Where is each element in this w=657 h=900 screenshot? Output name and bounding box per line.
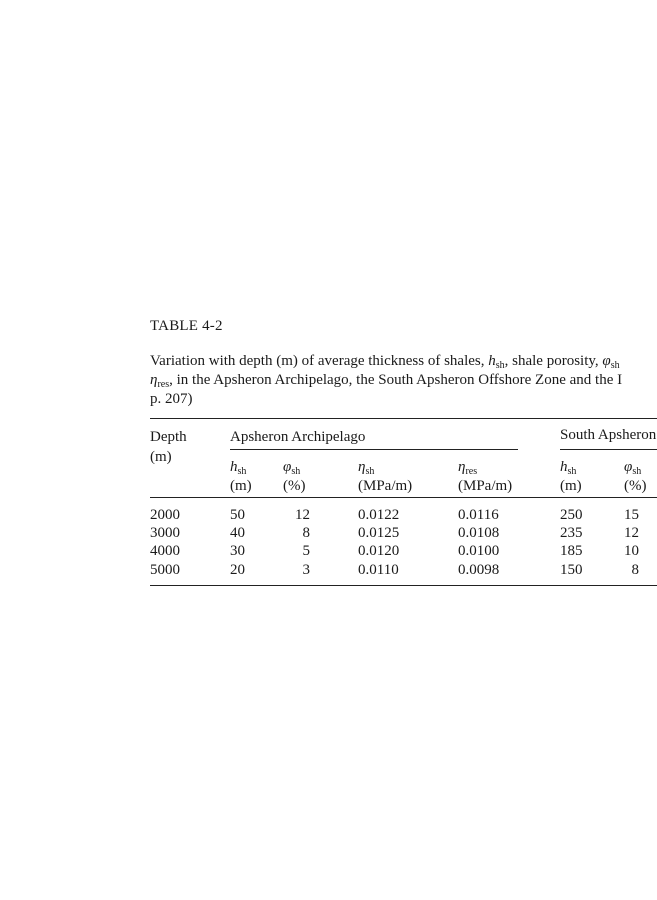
cell-h-sh: 20 [230, 562, 245, 578]
header-phi-sh-2 [624, 458, 641, 476]
cell-phi-sh-2: 15 [624, 507, 639, 523]
symbol-sub: sh [610, 360, 620, 371]
symbol-main: η [358, 459, 366, 475]
cell-phi-sh-2: 8 [631, 562, 639, 578]
cell-depth: 5000 [150, 562, 180, 578]
cell-eta-sh: 0.0120 [358, 543, 400, 559]
cell-phi-sh: 3 [302, 562, 310, 578]
cell-eta-res: 0.0100 [458, 543, 500, 559]
caption-line-3: p. 207) [150, 391, 193, 407]
group1-rule [230, 449, 518, 450]
symbol-eta-res [150, 372, 169, 388]
symbol-phi-sh [602, 353, 619, 369]
symbol-main: η [458, 459, 466, 475]
symbol-main: h [560, 459, 568, 475]
caption-line-2 [150, 371, 657, 390]
cell-phi-sh-2: 10 [624, 543, 639, 559]
header-group-apsheron-archipelago: Apsheron Archipelago [230, 429, 366, 445]
table-header-rule [150, 497, 657, 498]
symbol-sub: sh [291, 466, 301, 477]
cell-depth: 4000 [150, 543, 180, 559]
cell-phi-sh: 12 [295, 507, 310, 523]
table-bottom-rule [150, 585, 657, 586]
cell-phi-sh-2: 12 [624, 525, 639, 541]
header-group-south-apsheron: South Apsheron [560, 427, 657, 443]
header-h-sh [230, 458, 246, 476]
header-phi-sh [283, 458, 300, 476]
header-depth-unit: (m) [150, 449, 172, 465]
symbol-sub: res [157, 379, 170, 390]
header-h-sh-2 [560, 458, 576, 476]
header-eta-res [458, 458, 477, 476]
symbol-main: φ [624, 459, 633, 475]
cell-eta-sh: 0.0125 [358, 525, 400, 541]
header-eta-res-unit: (MPa/m) [458, 478, 513, 494]
caption-line-1 [150, 352, 657, 371]
header-phi-sh-2-unit: (%) [624, 478, 647, 494]
cell-eta-res: 0.0116 [458, 507, 499, 523]
header-phi-sh-unit: (%) [283, 478, 306, 494]
caption-text: , shale porosity, [504, 353, 603, 369]
cell-h-sh: 40 [230, 525, 245, 541]
header-h-sh-2-unit: (m) [560, 478, 582, 494]
symbol-sub: sh [567, 466, 577, 477]
symbol-main: h [230, 459, 238, 475]
symbol-sub: sh [632, 466, 642, 477]
cell-h-sh: 50 [230, 507, 245, 523]
cell-h-sh-2: 150 [560, 562, 583, 578]
header-eta-sh [358, 458, 374, 476]
caption-text: , in the Apsheron Archipelago, the South Apsheron Offshore Zone and the I [169, 372, 623, 388]
cell-h-sh-2: 185 [560, 543, 583, 559]
cell-eta-sh: 0.0110 [358, 562, 399, 578]
cell-eta-res: 0.0108 [458, 525, 500, 541]
table-caption [150, 352, 657, 409]
cell-depth: 2000 [150, 507, 180, 523]
symbol-sub: res [465, 466, 478, 477]
cell-depth: 3000 [150, 525, 180, 541]
symbol-main: φ [283, 459, 292, 475]
caption-text: Variation with depth (m) of average thickness of shales, [150, 353, 489, 369]
header-h-sh-unit: (m) [230, 478, 252, 494]
symbol-main: η [150, 372, 158, 388]
cell-h-sh-2: 250 [560, 507, 583, 523]
cell-h-sh: 30 [230, 543, 245, 559]
symbol-main: h [488, 353, 496, 369]
table-label: TABLE 4-2 [150, 318, 223, 334]
table-top-rule [150, 418, 657, 419]
symbol-sub: sh [237, 466, 247, 477]
symbol-h-sh [488, 353, 504, 369]
symbol-sub: sh [365, 466, 375, 477]
symbol-sub: sh [495, 360, 505, 371]
cell-eta-res: 0.0098 [458, 562, 500, 578]
header-eta-sh-unit: (MPa/m) [358, 478, 413, 494]
group2-rule [560, 449, 657, 450]
cell-h-sh-2: 235 [560, 525, 583, 541]
cell-phi-sh: 5 [302, 543, 310, 559]
header-depth: Depth [150, 429, 187, 445]
cell-phi-sh: 8 [302, 525, 310, 541]
symbol-main: φ [602, 353, 611, 369]
cell-eta-sh: 0.0122 [358, 507, 400, 523]
